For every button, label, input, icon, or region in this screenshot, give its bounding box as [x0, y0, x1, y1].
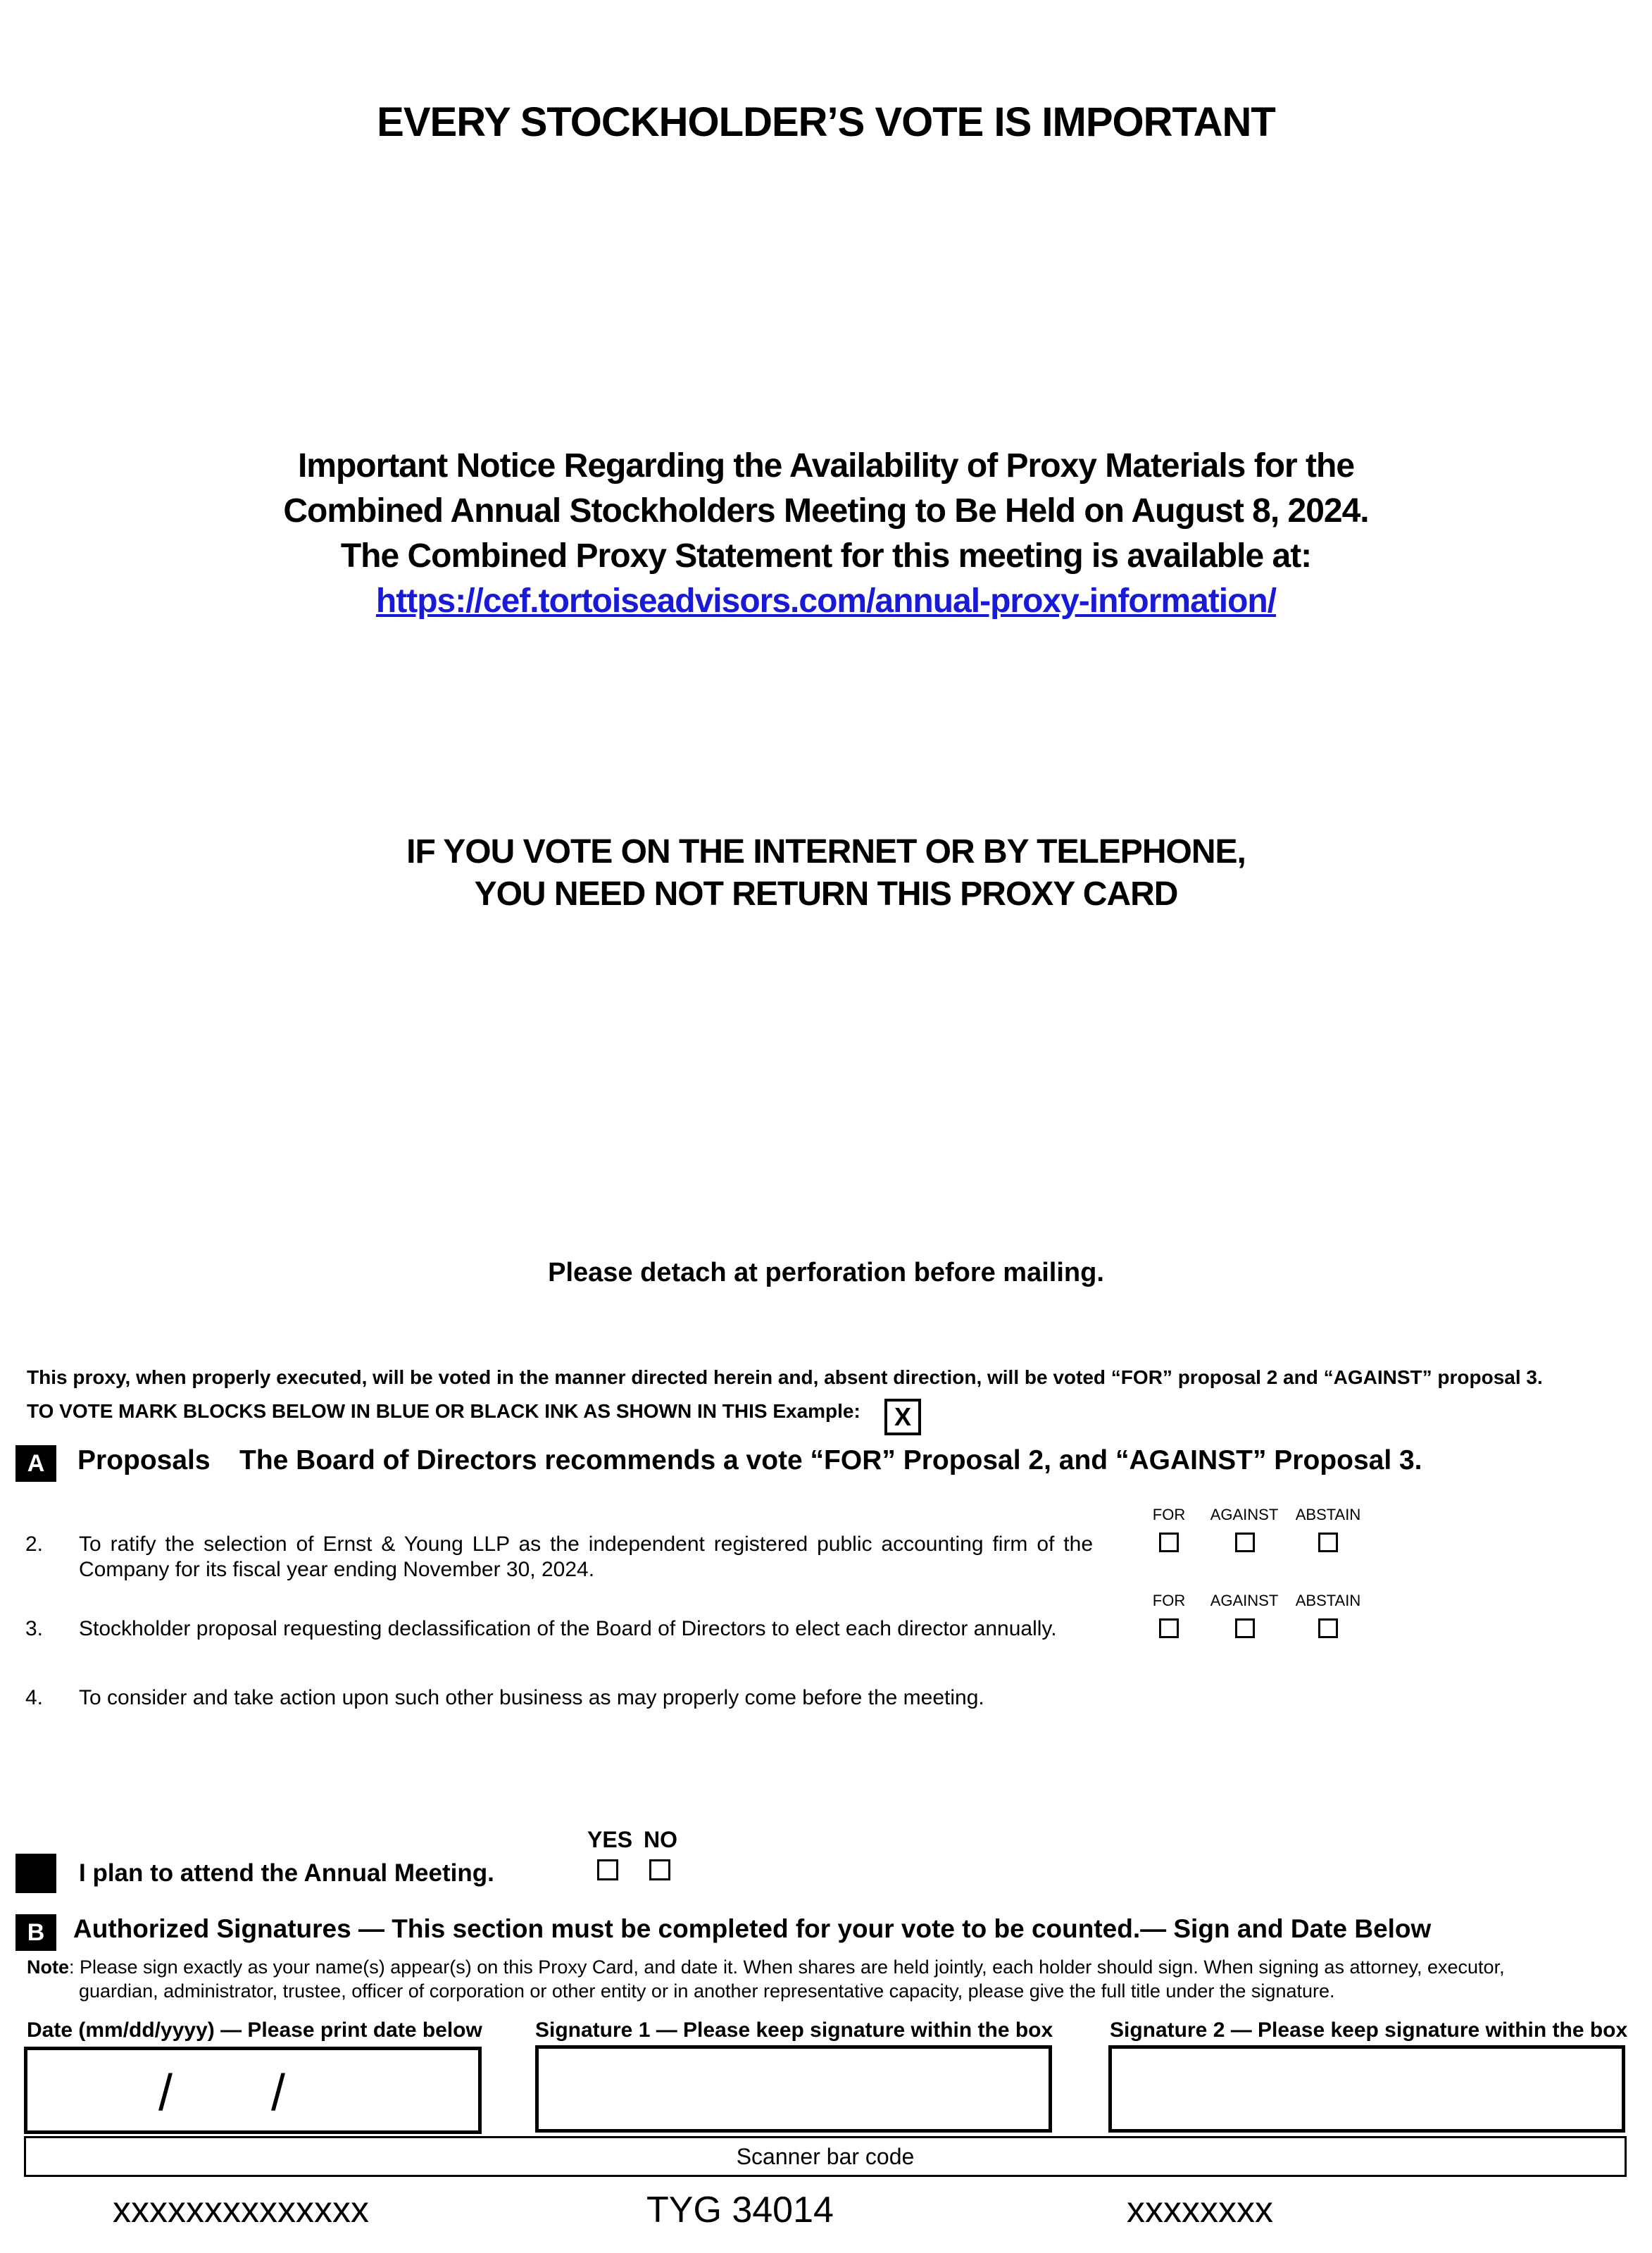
signature-note-line-2: guardian, administrator, trustee, officer of corporation or other entity or in another representative capacity, please give the full title under the signature. — [79, 1980, 1335, 2002]
proxy-materials-notice — [0, 444, 1652, 624]
notice-line-2: Combined Annual Stockholders Meeting to Be Held on August 8, 2024. — [283, 492, 1369, 530]
internet-notice-line-2: YOU NEED NOT RETURN THIS PROXY CARD — [474, 875, 1178, 913]
date-input-box[interactable] — [24, 2047, 482, 2134]
attend-marker-block — [15, 1854, 56, 1893]
signature-2-label: Signature 2 — Please keep signature within the box — [1110, 2018, 1628, 2042]
example-mark-box: X — [884, 1399, 921, 1435]
date-field-label: Date (mm/dd/yyyy) — Please print date below — [27, 2018, 482, 2042]
column-abstain: ABSTAIN — [1295, 1592, 1361, 1609]
attend-yes-label: YES — [587, 1827, 633, 1852]
internet-vote-notice — [0, 831, 1652, 916]
proposal-3-against-checkbox[interactable] — [1235, 1618, 1255, 1638]
column-against: AGAINST — [1210, 1592, 1279, 1609]
attend-no-checkbox[interactable] — [649, 1859, 670, 1880]
page-title: EVERY STOCKHOLDER’S VOTE IS IMPORTANT — [377, 99, 1275, 145]
note-text-1: : Please sign exactly as your name(s) appear(s) on this Proxy Card, and date it. When shares are held jointly, each holder should sign. When signing as attorney, executor, — [69, 1956, 1505, 1978]
column-abstain: ABSTAIN — [1295, 1506, 1361, 1523]
proposal-3-number: 3. — [25, 1617, 44, 1640]
section-a-badge: A — [15, 1445, 56, 1482]
signature-2-box[interactable] — [1108, 2045, 1625, 2133]
proposal-2-abstain-checkbox[interactable] — [1318, 1533, 1338, 1552]
proposal-2-against-checkbox[interactable] — [1235, 1533, 1255, 1552]
internet-notice-line-1: IF YOU VOTE ON THE INTERNET OR BY TELEPHONE, — [406, 833, 1246, 870]
proposal-4-number: 4. — [25, 1686, 44, 1709]
proposal-2-for-checkbox[interactable] — [1159, 1533, 1179, 1552]
section-b-badge: B — [15, 1914, 56, 1951]
proposal-2-text-line-2: Company for its fiscal year ending November 30, 2024. — [79, 1558, 595, 1581]
proposal-2-number: 2. — [25, 1533, 44, 1556]
column-for: FOR — [1152, 1506, 1186, 1523]
proposal-3-text: Stockholder proposal requesting declassification of the Board of Directors to elect each director annually. — [79, 1617, 1057, 1640]
proposal-2-text-line-1: To ratify the selection of Ernst & Young LLP as the independent registered public accounting firm of the — [79, 1533, 1093, 1556]
signature-note-line-1 — [27, 1956, 1505, 1978]
proposal-3-for-checkbox[interactable] — [1159, 1618, 1179, 1638]
notice-line-3: The Combined Proxy Statement for this meeting is available at: — [340, 537, 1312, 575]
bottom-code-center: TYG 34014 — [646, 2190, 834, 2230]
section-a-label: Proposals — [77, 1445, 211, 1475]
vote-instruction: TO VOTE MARK BLOCKS BELOW IN BLUE OR BLACK INK AS SHOWN IN THIS Example: — [27, 1400, 861, 1422]
proposal-3-abstain-checkbox[interactable] — [1318, 1618, 1338, 1638]
note-label: Note — [27, 1956, 69, 1978]
column-for: FOR — [1152, 1592, 1186, 1609]
section-b-header: Authorized Signatures — This section must be completed for your vote to be counted.— Sign and Date Below — [73, 1914, 1432, 1943]
section-a-recommendation: The Board of Directors recommends a vote “FOR” Proposal 2, and “AGAINST” Proposal 3. — [239, 1445, 1422, 1475]
proxy-information-link[interactable]: https://cef.tortoiseadvisors.com/annual-proxy-information/ — [375, 582, 1277, 620]
attend-yes-checkbox[interactable] — [597, 1859, 618, 1880]
column-against: AGAINST — [1210, 1506, 1279, 1523]
detach-instruction: Please detach at perforation before mailing. — [548, 1258, 1104, 1287]
bottom-code-left: xxxxxxxxxxxxxx — [113, 2190, 369, 2230]
scanner-bar-code-box: Scanner bar code — [24, 2136, 1627, 2177]
bottom-code-right: xxxxxxxx — [1127, 2190, 1273, 2230]
attend-no-label: NO — [644, 1827, 677, 1852]
signature-1-label: Signature 1 — Please keep signature within the box — [535, 2018, 1053, 2042]
attend-meeting-label: I plan to attend the Annual Meeting. — [79, 1859, 494, 1887]
notice-line-1: Important Notice Regarding the Availability of Proxy Materials for the — [297, 447, 1355, 485]
proxy-statement: This proxy, when properly executed, will be voted in the manner directed herein and, absent direction, will be voted “FOR” proposal 2 and “AGAINST” proposal 3. — [27, 1366, 1543, 1388]
date-separator-2: / — [271, 2065, 286, 2121]
proposal-4-text: To consider and take action upon such other business as may properly come before the meeting. — [79, 1686, 984, 1709]
signature-1-box[interactable] — [535, 2045, 1052, 2133]
date-separator-1: / — [158, 2065, 173, 2121]
